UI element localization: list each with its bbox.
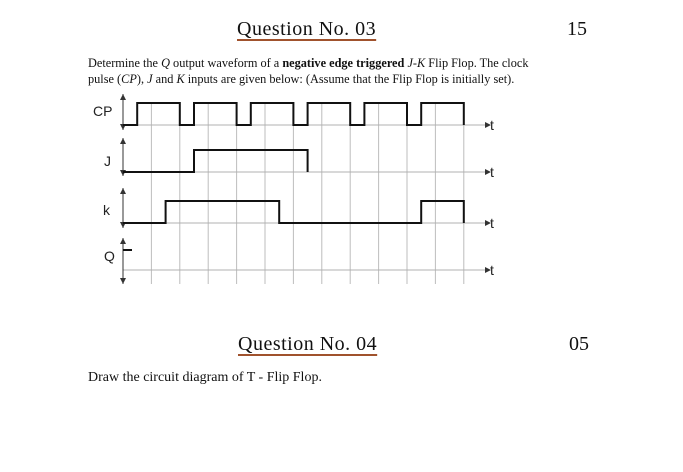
question-4-title: Question No. 04	[238, 333, 378, 355]
signal-axis-arrow-icon	[120, 278, 126, 284]
waveform-J	[123, 150, 308, 172]
signal-axis-arrow-icon	[120, 138, 126, 144]
signal-label-K: k	[103, 202, 110, 218]
question-3-text-line-1: Determine the Q output waveform of a negative edge triggered J-K Flip Flop. The clock	[88, 56, 529, 70]
time-label-CP: t	[490, 117, 494, 133]
signal-axis-arrow-icon	[120, 238, 126, 244]
signal-axis-arrow-icon	[120, 94, 126, 100]
time-label-Q: t	[490, 262, 494, 278]
signal-label-J: J	[104, 153, 111, 169]
signal-label-CP: CP	[93, 103, 113, 119]
question-4-marks: 05	[569, 333, 589, 355]
question-4-text: Draw the circuit diagram of T - Flip Flop.	[88, 370, 322, 385]
time-label-J: t	[490, 164, 494, 180]
waveform-CP	[123, 103, 464, 125]
signal-axis-arrow-icon	[120, 188, 126, 194]
time-label-K: t	[490, 215, 494, 231]
signal-label-Q: Q	[104, 248, 115, 264]
question-3-text-line-2: pulse (CP), J and K inputs are given below: (Assume that the Flip Flop is initially set).	[88, 72, 515, 86]
question-3-marks: 15	[567, 18, 587, 40]
question-3-title: Question No. 03	[237, 18, 377, 40]
